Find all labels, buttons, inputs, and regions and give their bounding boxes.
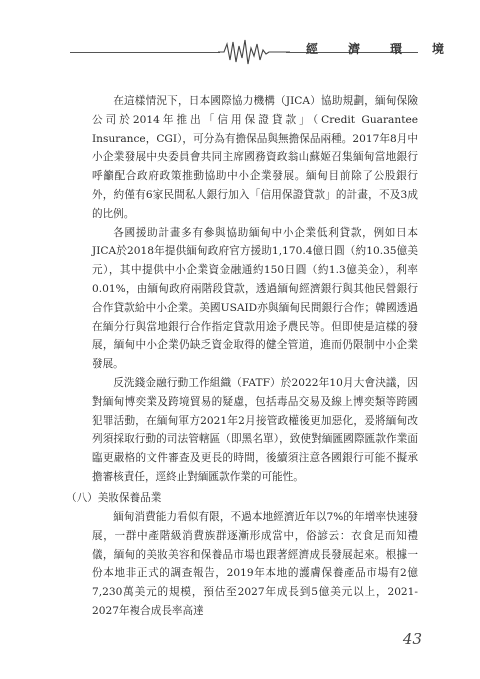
section-title: 經 濟 環 境 — [306, 42, 454, 56]
heartbeat-wave-icon — [218, 38, 290, 66]
body-text-block — [92, 92, 418, 487]
page-header — [0, 0, 480, 70]
page-number: 43 — [402, 630, 422, 648]
paragraph: 緬甸消費能力看似有限，不過本地經濟近年以7%的年增率快速發展，一群中產階級消費族群逐漸形成當中，俗諺云：衣食足而知禮儀，緬甸的美妝美容和保養品市場也跟著經濟成長發展起來。根據一份本地非正式的調查報告，2019年本地的護膚保養產品市場有2億7,230萬美元的規模，預估至2027年成長到5億美元以上，2021-2027年複合成長率高達 — [92, 511, 418, 617]
section-subheading: （八）美妝保養品業 — [66, 492, 162, 504]
paragraph: 反洗錢金融行動工作組織（FATF）於2022年10月大會決議，因對緬甸博奕業及跨境貿易的疑慮，包括毒品交易及線上博奕類等跨國犯罪活動，在緬甸軍方2021年2月接管政權後更加惡化，爰將緬甸改列須採取行動的司法管轄區（即黑名單），致使對緬匯國際匯款作業面臨更嚴格的文件審查及更長的時間，後續須注意各國銀行可能不擬承擔審核責任，逕終止對緬匯款作業的可能性。 — [92, 376, 418, 483]
paragraph: 各國援助計畫多有參與協助緬甸中小企業低利貸款，例如日本JICA於2018年提供緬甸政府官方援助1,170.4億日圓（約10.35億美元），其中提供中小企業資金融通約150日圓（約1.3億美金），利率0.01%，由緬甸政府兩階段貸款，透過緬甸經濟銀行與其他民營銀行合作貸款給中小企業。美國USAID亦與緬甸民間銀行合作；韓國透過在緬分行與當地銀行合作指定貸款用途予農民等。但即使是這樣的發展，緬甸中小企業仍缺乏資金取得的健全管道，進而仍限制中小企業發展。 — [92, 226, 418, 371]
body-text-block-2 — [92, 508, 418, 621]
header-rule-left — [70, 52, 220, 53]
paragraph: 在這樣情況下，日本國際協力機構（JICA）協助規劃，緬甸保險公司於2014年推出「信用保證貸款」（Credit Guarantee Insurance，CGI），可分為有擔保品與無擔保品兩種。2017年8月中小企業發展中央委員會共同主席國務資政翁山蘇姬召集緬甸當地銀行呼籲配合政府政策推動協助中小企業發展。緬甸目前除了公股銀行外，約僅有6家民間私人銀行加入「信用保證貸款」的計畫，不及3成的比例。 — [92, 95, 418, 220]
